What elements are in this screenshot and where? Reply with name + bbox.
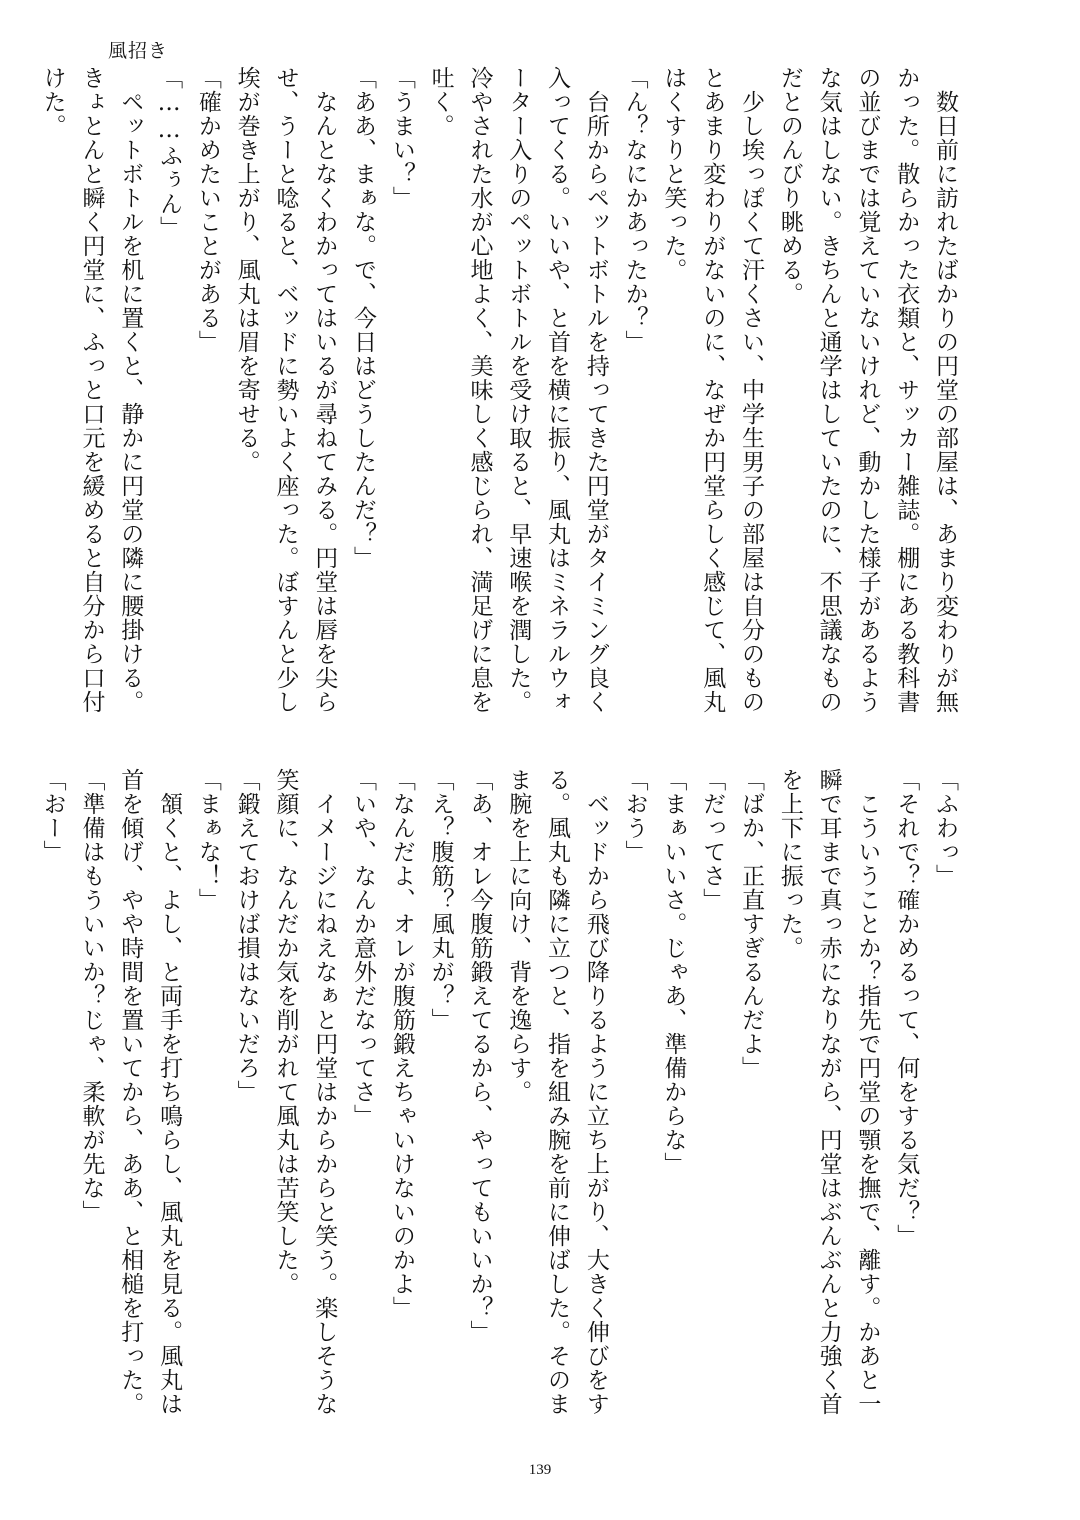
running-head-title: 風招き <box>108 40 169 62</box>
text-block-top <box>38 66 960 726</box>
text-line: 笑顔に、なんだか気を削がれて風丸は苦笑した。 <box>272 768 299 1296</box>
text-line: 「うまい？」 <box>388 66 415 210</box>
text-line: る。風丸も隣に立つと、指を組み腕を前に伸ばした。そのま <box>544 768 571 1416</box>
page-number: 139 <box>528 1462 552 1478</box>
text-line: 「ん？なにかあったか？」 <box>621 66 648 354</box>
text-line: 「ばか、正直すぎるんだよ」 <box>738 768 765 1080</box>
text-line: 冷やされた水が心地よく、美味しく感じられ、満足げに息を <box>466 66 493 714</box>
text-line: 入ってくる。いいや、と首を横に振り、風丸はミネラルウォ <box>544 66 571 714</box>
text-line: イメージにねえなぁと円堂はからからと笑う。楽しそうな <box>311 768 338 1416</box>
text-line: だとのんびり眺める。 <box>776 66 803 306</box>
text-line: な気はしない。きちんと通学はしていたのに、不思議なもの <box>815 66 842 714</box>
text-line: とあまり変わりがないのに、なぜか円堂らしく感じて、風丸 <box>699 66 726 714</box>
text-line: 「ああ、まぁな。で、今日はどうしたんだ？」 <box>350 66 377 570</box>
text-line: 「まぁいいさ。じゃあ、準備からな」 <box>660 768 687 1176</box>
text-line: 「それで？確かめるって、何をする気だ？」 <box>893 768 920 1248</box>
text-line: 「だってさ」 <box>699 768 726 912</box>
text-line: ペットボトルを机に置くと、静かに円堂の隣に腰掛ける。 <box>117 66 144 714</box>
text-line: 台所からペットボトルを持ってきた円堂がタイミング良く <box>582 66 609 714</box>
text-line: 瞬で耳まで真っ赤になりながら、円堂はぶんぶんと力強く首 <box>815 768 842 1416</box>
text-line: 吐く。 <box>427 66 454 138</box>
text-line: ーター入りのペットボトルを受け取ると、早速喉を潤した。 <box>505 66 532 714</box>
text-line: かった。散らかった衣類と、サッカー雑誌。棚にある教科書 <box>893 66 920 714</box>
text-line: 「いや、なんか意外だなってさ」 <box>350 768 377 1128</box>
text-line: を上下に振った。 <box>776 768 803 960</box>
text-line: ベッドから飛び降りるように立ち上がり、大きく伸びをす <box>582 768 609 1416</box>
text-line: せ、うーと唸ると、ベッドに勢いよく座った。ぼすんと少し <box>272 66 299 714</box>
text-line: 首を傾げ、やや時間を置いてから、ああ、と相槌を打った。 <box>117 768 144 1416</box>
text-line: 「……ふぅん」 <box>156 66 183 240</box>
text-line: 「まぁな！」 <box>194 768 221 912</box>
text-line: 埃が巻き上がり、風丸は眉を寄せる。 <box>233 66 260 474</box>
text-line: 数日前に訪れたばかりの円堂の部屋は、あまり変わりが無 <box>932 66 958 714</box>
text-line: ま腕を上に向け、背を逸らす。 <box>505 768 532 1104</box>
text-line: 「ふわっ」 <box>932 768 958 888</box>
text-block-bottom <box>38 768 960 1428</box>
text-line: 「準備はもういいか？じゃ、柔軟が先な」 <box>78 768 105 1224</box>
text-line: の並びまでは覚えていないけれど、動かした様子があるよう <box>854 66 881 714</box>
text-line: 「鍛えておけば損はないだろ」 <box>233 768 260 1104</box>
text-line: 「あ、オレ今腹筋鍛えてるから、やってもいいか？」 <box>466 768 493 1344</box>
text-line: 「確かめたいことがある」 <box>194 66 221 354</box>
text-line: 少し埃っぽくて汗くさい、中学生男子の部屋は自分のもの <box>738 66 765 714</box>
text-line: 「なんだよ、オレが腹筋鍛えちゃいけないのかよ」 <box>388 768 415 1320</box>
text-line: 「おー」 <box>39 768 66 864</box>
text-line: なんとなくわかってはいるが尋ねてみる。円堂は唇を尖ら <box>311 66 338 714</box>
text-line: 「え？腹筋？風丸が？」 <box>427 768 454 1032</box>
text-line: きょとんと瞬く円堂に、ふっと口元を緩めると自分から口付 <box>78 66 105 714</box>
text-line: はくすりと笑った。 <box>660 66 687 282</box>
text-line: 頷くと、よし、と両手を打ち鳴らし、風丸を見る。風丸は <box>156 768 183 1416</box>
text-line: こういうことか？指先で円堂の顎を撫で、離す。かあと一 <box>854 768 881 1416</box>
text-line: けた。 <box>39 66 66 138</box>
text-line: 「おう」 <box>621 768 648 864</box>
